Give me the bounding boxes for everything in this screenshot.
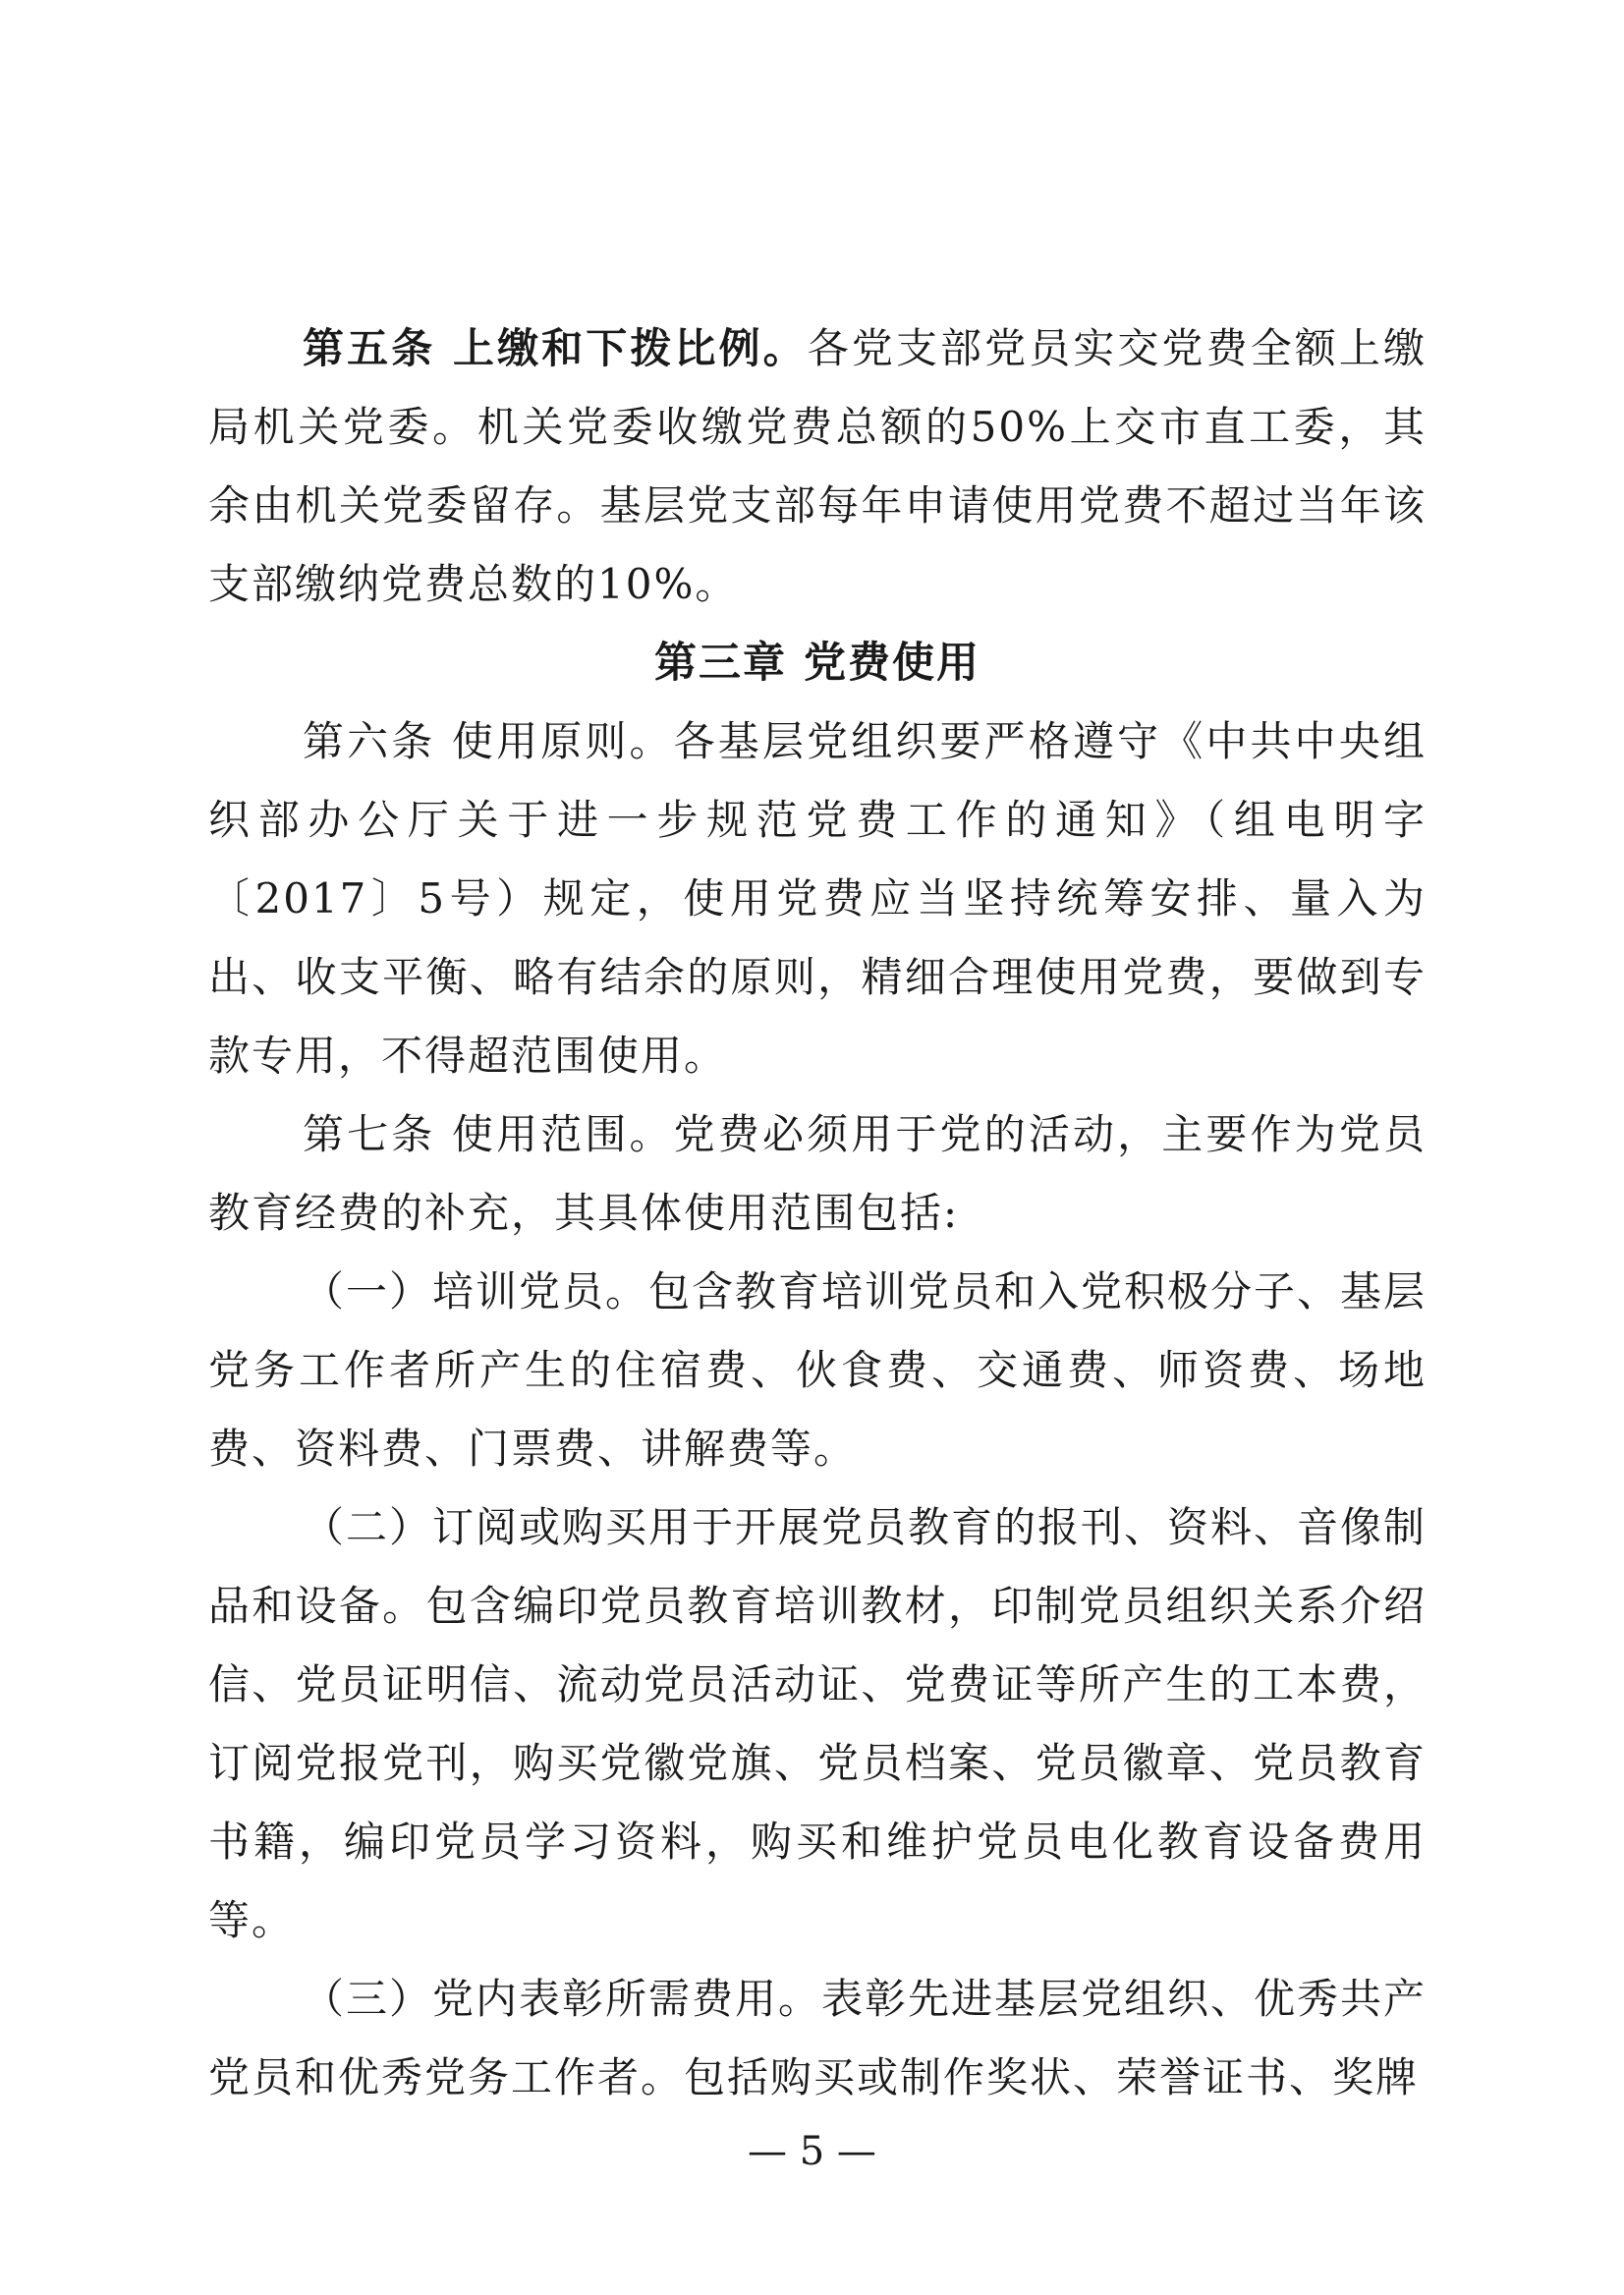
article-7-paragraph (208, 1095, 1427, 1253)
article-6-text: 各基层党组织要严格遵守《中共中央组织部办公厅关于进一步规范党费工作的通知》（组电明字〔2017〕5号）规定，使用党费应当坚持统筹安排、量入为出、收支平衡、略有结余的原则，精细合理使用党费，要做到专款专用，不得超范围使用。 (208, 717, 1427, 1080)
article-7-heading: 第七条 使用范围。 (303, 1110, 674, 1158)
article-7-item-1: （一）培训党员。包含教育培训党员和入党积极分子、基层党务工作者所产生的住宿费、伙食费、交通费、师资费、场地费、资料费、门票费、讲解费等。 (208, 1267, 1428, 1473)
article-7-text: 党费必须用于党的活动，主要作为党员教育经费的补充，其具体使用范围包括: (208, 1110, 1427, 1237)
article-6-heading: 第六条 使用原则。 (303, 717, 674, 765)
article-5-paragraph (208, 309, 1427, 624)
article-7-item-3: （三）党内表彰所需费用。表彰先进基层党组织、优秀共产党员和优秀党务工作者。包括购买或制作奖状、荣誉证书、奖牌 (208, 1975, 1428, 2101)
article-7-item-2: （二）订阅或购买用于开展党员教育的报刊、资料、音像制品和设备。包含编印党员教育培训教材，印制党员组织关系介绍信、党员证明信、流动党员活动证、党费证等所产生的工本费，订阅党报党刊，购买党徽党旗、党员档案、党员徽章、党员教育书籍，编印党员学习资料，购买和维护党员电化教育设备费用等。 (208, 1503, 1428, 1944)
document-body (208, 309, 1427, 2117)
article-5-heading: 第五条 上缴和下拨比例。 (303, 324, 808, 372)
page-number: — 5 — (748, 2129, 876, 2174)
chapter-3-heading: 第三章 党费使用 (654, 639, 980, 688)
article-6-paragraph (208, 702, 1427, 1095)
article-5-text: 各党支部党员实交党费全额上缴局机关党委。机关党委收缴党费总额的50%上交市直工委，其余由机关党委留存。基层党支部每年申请使用党费不超过当年该支部缴纳党费总数的10%。 (208, 324, 1427, 608)
